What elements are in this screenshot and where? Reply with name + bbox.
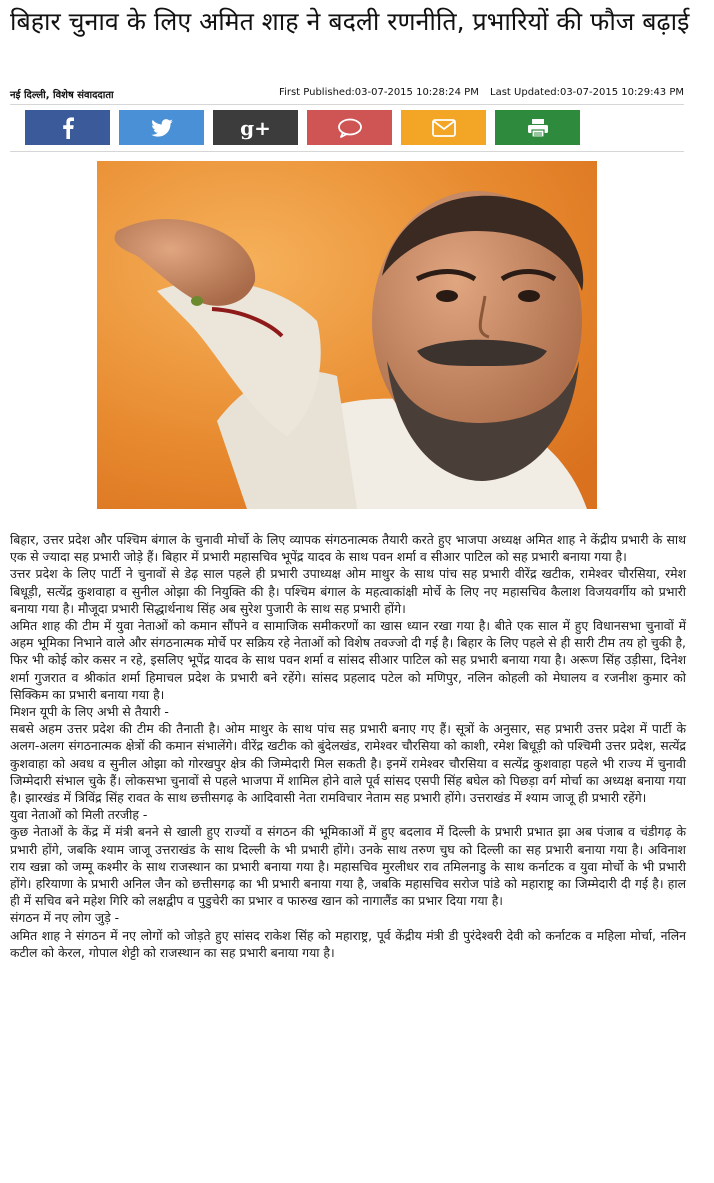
print-button[interactable] [495,110,580,145]
google-plus-icon: g+ [240,115,271,140]
share-bar [25,110,585,145]
section-heading: संगठन में नए लोग जुड़े - [10,910,120,926]
facebook-share-button[interactable] [25,110,110,145]
article-paragraph: अमित शाह ने संगठन में नए लोगों को जोड़ते हुए सांसद राकेश सिंह को महाराष्ट्र, पूर्व केंद्रीय मंत्री डी पुरंदेश्वरी देवी को कर्नाटक व महिला मोर्चा, नलिन कटील को केरल, गोपाल शेट्टी को राजस्थान का सह प्रभारी बनाया गया है। [10,927,686,960]
article-paragraph: उत्तर प्रदेश के लिए पार्टी ने चुनावों से डेढ़ साल पहले ही प्रभारी उपाध्यक्ष ओम माथुर के साथ पांच सह प्रभारी वीरेंद्र खटीक, रामेश्वर चौरसिया, रमेश बिधूड़ी, सत्येंद्र कुशवाहा व सुनील ओझा की नियुक्ति की है। पश्चिम बंगाल के महत्वाकांक्षी मोर्चे के लिए नए महासचिव कैलाश विजयवर्गीय को प्रभारी बनाया गया है। मौजूदा प्रभारी सिद्धार्थनाथ सिंह अब सुरेश पुजारी के साथ सह प्रभारी होंगे। [10,566,686,616]
google-plus-share-button[interactable] [213,110,298,145]
article-paragraph: सबसे अहम उत्तर प्रदेश की टीम की तैनाती है। ओम माथुर के साथ पांच सह प्रभारी बनाए गए हैं। सूत्रों के अनुसार, सह प्रभारी उत्तर प्रदेश में पार्टी के अलग-अलग संगठनात्मक क्षेत्रों की कमान संभालेंगे। वीरेंद्र खटीक को बुंदेलखंड, रामेश्वर चौरसिया को काशी, रमेश बिधूड़ी को पश्चिमी उत्तर प्रदेश, सत्येंद्र कुशवाहा को अवध व सुनील ओझा को गोरखपुर क्षेत्र की जिम्मेदारी मिल सकती है। इनमें रामेश्वर चौरसिया व सत्येंद्र कुशवाहा पहले भी राज्य में चुनावी जिम्मेदारी संभाल चुके हैं। लोकसभा चुनावों से पहले भाजपा में शामिल होने वाले पूर्व सांसद एसपी सिंह बघेल को पिछड़ा वर्ग मोर्चा का अध्यक्ष बनाया गया है। झारखंड में त्रिविंद्र सिंह रावत के साथ छत्तीसगढ़ के आदिवासी नेता रामविचार नेताम सह प्रभारी होंगे। उत्तराखंड में श्याम जाजू ही प्रभारी रहेंगे। [10,721,686,806]
last-updated: Last Updated:03-07-2015 10:29:43 PM [490,87,684,98]
publish-dates [271,87,684,98]
page-title: बिहार चुनाव के लिए अमित शाह ने बदली रणनीति, प्रभारियों की फौज बढ़ाई [10,7,690,36]
email-icon [432,119,456,137]
article-paragraph: कुछ नेताओं के केंद्र में मंत्री बनने से खाली हुए राज्यों व संगठन की भूमिकाओं में हुए बदलाव में दिल्ली के प्रभारी प्रभात झा अब पंजाब व चंडीगढ़ के प्रभारी होंगे, जबकि श्याम जाजू उत्तराखंड के साथ दिल्ली के भी प्रभारी होंगे। उनके साथ तरुण चुघ को दिल्ली का सह प्रभारी बनाया गया है। अविनाश राय खन्ना को जम्मू कश्मीर के साथ राजस्थान का प्रभारी बनाया गया है। महासचिव मुरलीधर राव तमिलनाडु के साथ कर्नाटक व युवा मोर्चो के भी प्रभारी होंगे। हरियाणा के प्रभारी अनिल जैन को छत्तीसगढ़ का भी प्रभारी बनाया गया है, जबकि महासचिव सरोज पांडे को महाराष्ट्र का जिम्मेदारी दी गई है। हाल ही में सचिव बने महेश गिरि को लक्षद्वीप व पुडुचेरी का प्रभार व फारुख खान को नागालैंड का प्रभार दिया गया है। [10,824,686,909]
divider-bottom [10,151,684,152]
section-heading: युवा नेताओं को मिली तरजीह - [10,807,148,823]
article-photo [97,161,597,509]
twitter-share-button[interactable] [119,110,204,145]
comment-button[interactable] [307,110,392,145]
article-meta [10,87,684,101]
byline: नई दिल्ली, विशेष संवाददाता [10,90,114,101]
email-share-button[interactable] [401,110,486,145]
article-paragraph: बिहार, उत्तर प्रदेश और पश्चिम बंगाल के चुनावी मोर्चो के लिए व्यापक संगठनात्मक तैयारी करते हुए भाजपा अध्यक्ष अमित शाह ने केंद्रीय प्रभारी के साथ एक से ज्यादा सह प्रभारी जोड़े हैं। बिहार में प्रभारी महासचिव भूपेंद्र यादव के साथ पवन शर्मा व सीआर पाटिल को सह प्रभारी बनाया गया है। [10,532,686,565]
section-heading: मिशन यूपी के लिए अभी से तैयारी - [10,704,169,720]
twitter-icon [151,119,173,137]
first-published: First Published:03-07-2015 10:28:24 PM [279,87,479,98]
article-body [10,531,686,961]
facebook-icon [61,117,75,139]
comment-icon [337,118,363,138]
divider-top [10,104,684,105]
print-icon [527,118,549,138]
photo-illustration [97,161,597,509]
article-paragraph: अमित शाह की टीम में युवा नेताओं को कमान सौंपने व सामाजिक समीकरणों का खास ध्यान रखा गया है। बीते एक साल में हुए विधानसभा चुनावों में अहम भूमिका निभाने वाले और संगठनात्मक मोर्चे पर सक्रिय रहे नेताओं को विशेष तवज्जो दी गई है। बिहार के लिए पहले से ही सारी टीम तय हो चुकी है, फिर भी कोई कोर कसर न रहे, इसलिए भूपेंद्र यादव के साथ पवन शर्मा व सांसद सीआर पाटिल को सह प्रभारी बनाया गया है। अरूण सिंह उड़ीसा, दिनेश शर्मा गुजरात व श्रीकांत शर्मा हिमाचल प्रदेश के प्रभारी बने रहेंगे। सांसद प्रहलाद पटेल को मणिपुर, नलिन कोहली को मेघालय व रजनीश कुमार को सिक्किम का प्रभारी बनाया गया है। [10,618,686,702]
